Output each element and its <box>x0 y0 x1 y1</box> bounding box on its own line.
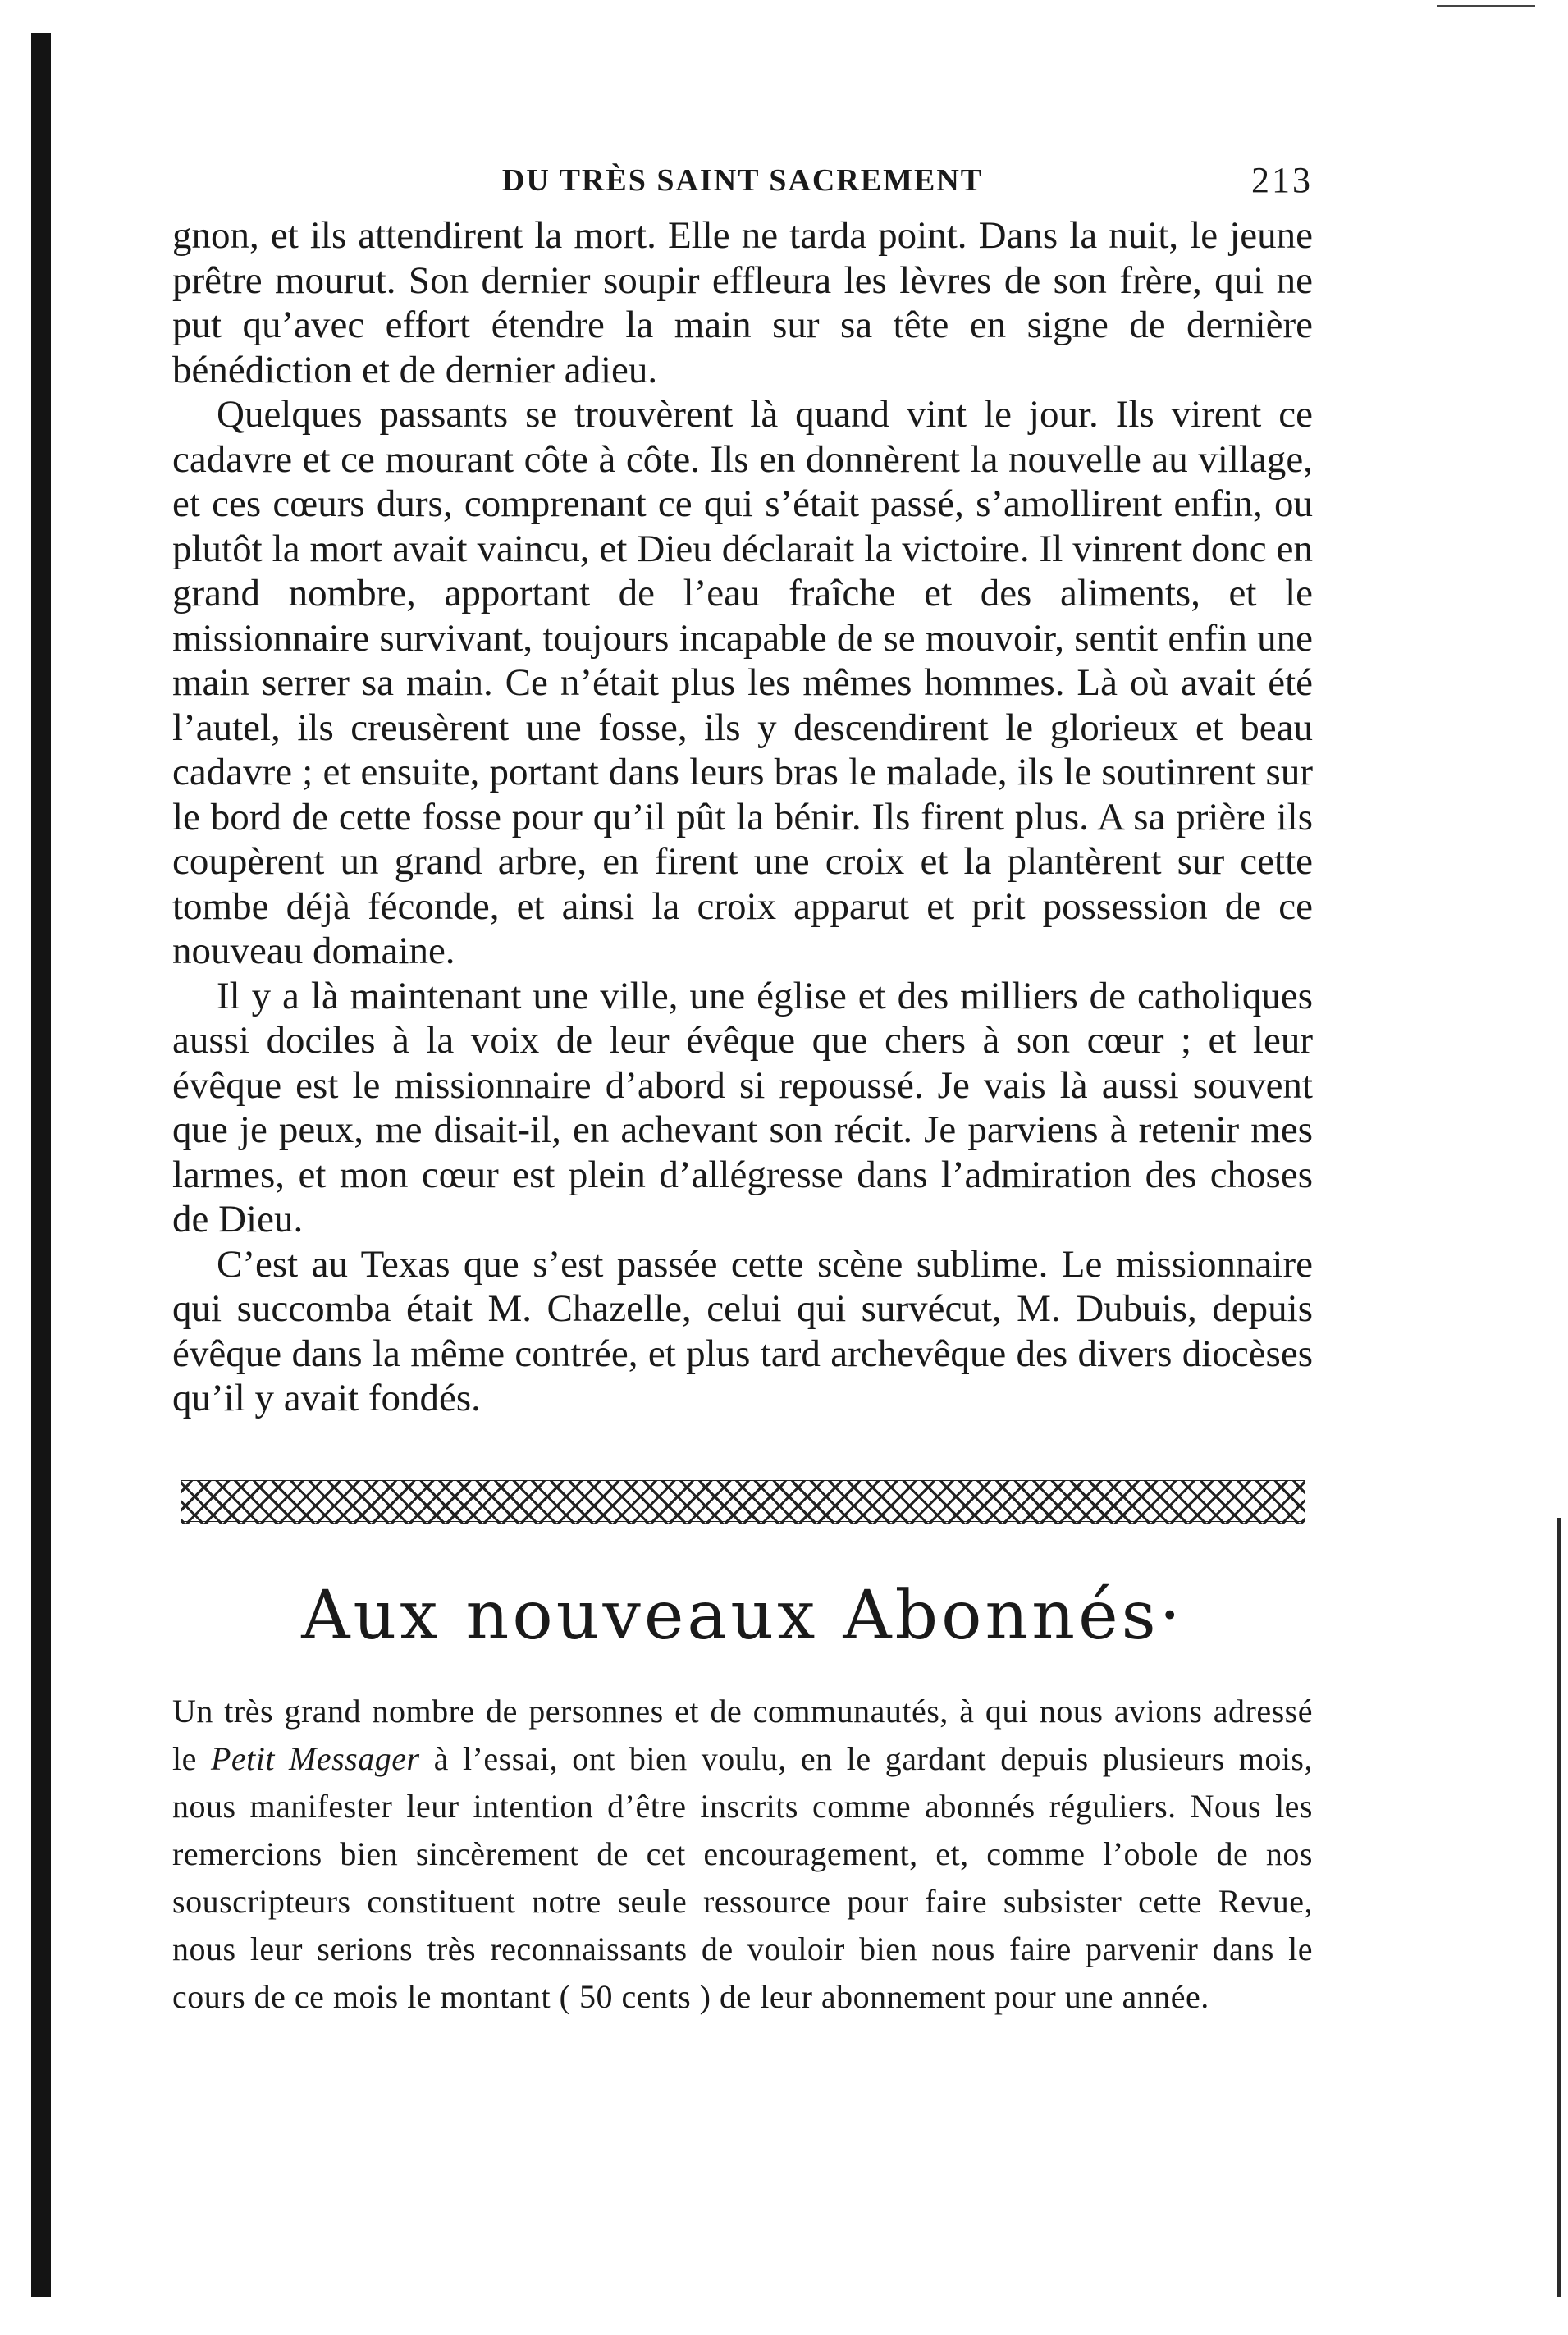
subscriber-notice <box>172 1688 1313 2021</box>
body-text <box>172 213 1313 1421</box>
notice-paragraph <box>172 1688 1313 2021</box>
publication-name: Petit Messager <box>210 1739 420 1777</box>
notice-text-end: à l’essai, ont bien voulu, en le gardant depuis plusieurs mois, nous manifester leur intention d’être inscrits comme abonnés réguliers. Nous les remercions bien sincèrement de cet encouragement, et, comme l’obole de nos souscripteurs constituent notre seule ressource pour faire subsister cette Revue, nous leur serions très reconnaissants de vouloir bien nous faire parvenir dans le cours de ce mois le montant ( 50 cents ) de leur abonnement pour une année. <box>172 1739 1313 2015</box>
scan-corner-mark <box>1437 5 1535 7</box>
scan-edge-right <box>1557 1518 1561 2297</box>
notice-text-start: Un très grand nombre de personnes et de communautés, à qui nous avions adressé le <box>172 1692 1313 1777</box>
running-title: DU TRÈS SAINT SACREMENT <box>501 163 984 198</box>
paragraph: C’est au Texas que s’est passée cette scène sublime. Le missionnaire qui succomba était M. Chazelle, celui qui survécut, M. Dubuis, depuis évêque dans la même contrée, et plus tard archevêque des divers diocèses qu’il y avait fondés. <box>172 1242 1313 1419</box>
section-title: Aux nouveaux Abonnés· <box>301 1576 1184 1655</box>
book-page <box>172 139 1313 2021</box>
paragraph: Il y a là maintenant une ville, une église et des milliers de catholiques aussi dociles à la voix de leur évêque que chers à son cœur ; et leur évêque est le missionnaire d’abord si repoussé. Je vais là aussi souvent que je peux, me disait-il, en achevant son récit. Je parviens à retenir mes larmes, et mon cœur est plein d’allégresse dans l’admiration des choses de Dieu. <box>172 974 1313 1241</box>
page-number: 213 <box>1251 160 1313 200</box>
paragraph: Quelques passants se trouvèrent là quand vint le jour. Ils virent ce cadavre et ce mourant côte à côte. Ils en donnèrent la nouvelle au village, et ces cœurs durs, comprenant ce qui s’était passé, s’amollirent enfin, ou plutôt la mort avait vaincu, et Dieu déclarait la victoire. Il vinrent donc en grand nombre, apportant de l’eau fraîche et des aliments, et le missionnaire survivant, toujours incapable de se mouvoir, sentit enfin une main serrer sa main. Ce n’était plus les mêmes hommes. Là où avait été l’autel, ils creusèrent une fosse, ils y descendirent le glorieux et beau cadavre ; et ensuite, portant dans leurs bras le malade, ils le soutinrent sur le bord de cette fosse pour qu’il pût la bénir. Ils firent plus. A sa prière ils coupèrent un grand arbre, en firent une croix et la plantèrent sur cette tombe déjà féconde, et ainsi la croix apparut et prit possession de ce nouveau domaine. <box>172 393 1313 972</box>
scan-edge-left <box>31 33 51 2297</box>
paragraph: gnon, et ils attendirent la mort. Elle ne tarda point. Dans la nuit, le jeune prêtre mourut. Son dernier soupir effleura les lèvres de son frère, qui ne put qu’avec effort étendre la main sur sa tête en signe de dernière bénédiction et de dernier adieu. <box>172 214 1313 391</box>
decorative-border <box>181 1480 1305 1524</box>
running-head <box>172 139 1313 213</box>
